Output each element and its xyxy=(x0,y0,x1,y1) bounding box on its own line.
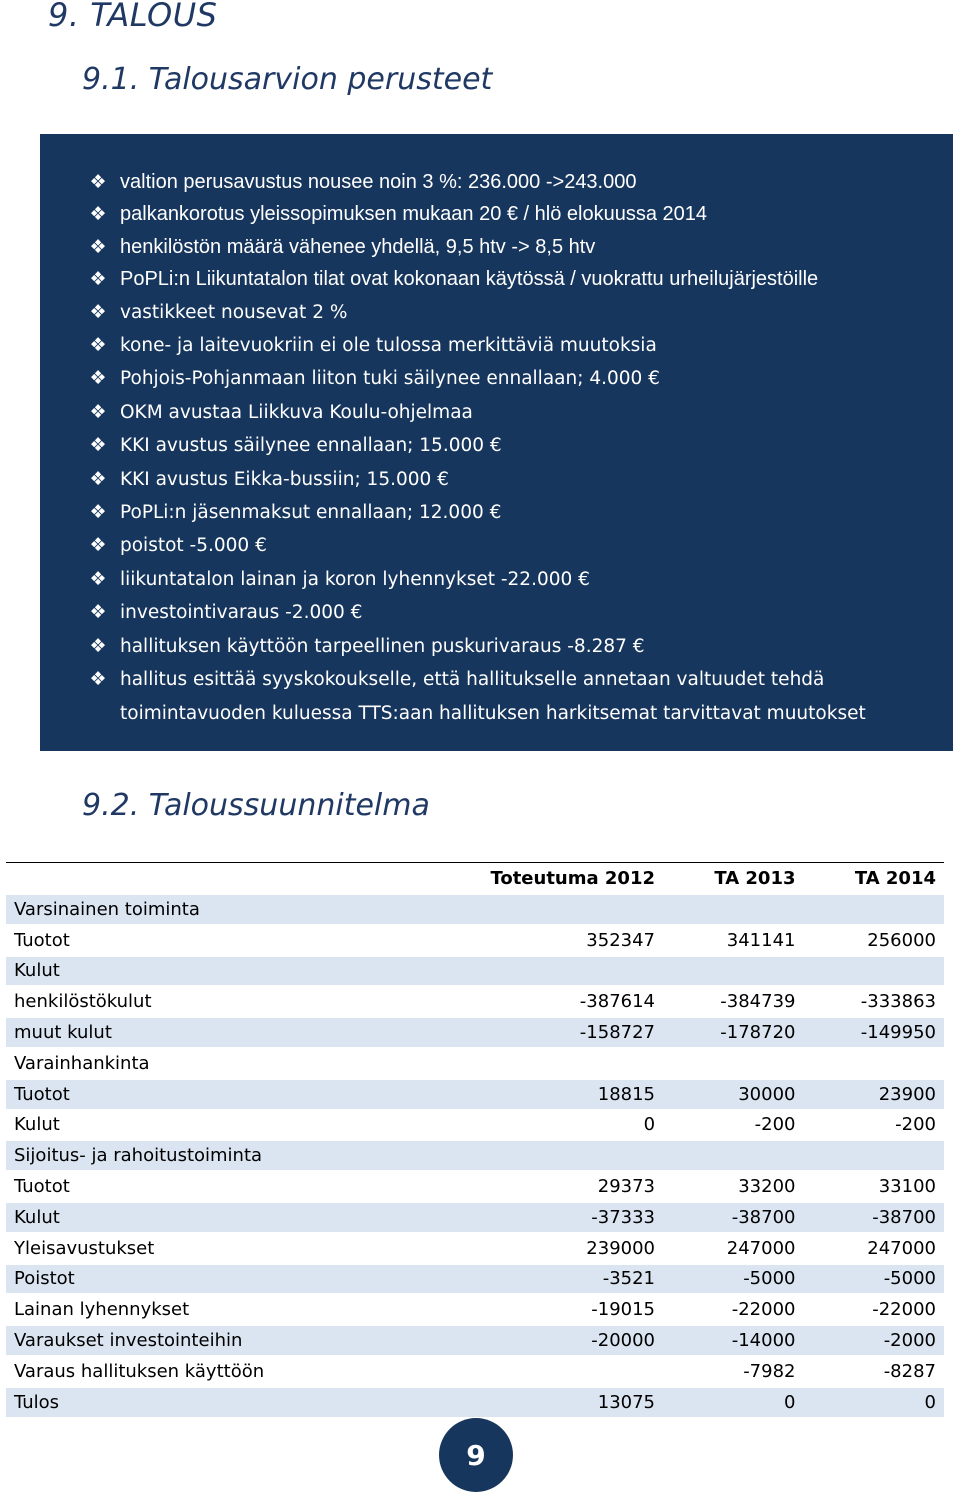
diamond-bullet-icon: ❖ xyxy=(89,434,107,457)
table-row: Varaukset investointeihin -20000 -14000 -2000 xyxy=(6,1325,944,1356)
table-row: henkilöstökulut -387614 -384739 -333863 xyxy=(14,991,936,1013)
diamond-bullet-icon: ❖ xyxy=(89,300,107,323)
column-header: TA 2014 xyxy=(854,867,936,889)
diamond-bullet-icon: ❖ xyxy=(89,203,107,226)
list-item: ❖ Pohjois-Pohjanmaan liiton tuki säilynee ennallaan; 4.000 € xyxy=(40,362,953,395)
section-title-financial-plan: 9.2. Taloussuunnitelma xyxy=(82,788,430,823)
diamond-bullet-icon: ❖ xyxy=(89,501,107,524)
table-row: muut kulut -158727 -178720 -149950 xyxy=(6,1017,944,1048)
list-item: ❖ poistot -5.000 € xyxy=(40,529,953,562)
diamond-bullet-icon: ❖ xyxy=(89,367,107,390)
table-row: Tulos 13075 0 0 xyxy=(6,1387,944,1418)
budget-basis-list xyxy=(40,166,953,730)
table-row: Kulut 0 -200 -200 xyxy=(14,1114,936,1136)
section-title-budget-basis: 9.1. Talousarvion perusteet xyxy=(82,62,493,97)
diamond-bullet-icon: ❖ xyxy=(89,601,107,624)
diamond-bullet-icon: ❖ xyxy=(89,534,107,557)
table-row: Tuotot 29373 33200 33100 xyxy=(14,1176,936,1198)
list-item: ❖ KKI avustus säilynee ennallaan; 15.000 € xyxy=(40,429,953,462)
list-item-continuation: toimintavuoden kuluessa TTS:aan hallituksen harkitsemat tarvittavat muutokset xyxy=(120,702,866,724)
diamond-bullet-icon: ❖ xyxy=(89,634,107,657)
diamond-bullet-icon: ❖ xyxy=(89,400,107,423)
table-row: Lainan lyhennykset -19015 -22000 -22000 xyxy=(14,1299,936,1321)
diamond-bullet-icon: ❖ xyxy=(89,171,107,193)
diamond-bullet-icon: ❖ xyxy=(89,268,107,291)
table-row: Tuotot 18815 30000 23900 xyxy=(6,1079,944,1110)
table-row: Kulut xyxy=(6,956,944,987)
diamond-bullet-icon: ❖ xyxy=(89,334,107,357)
column-header: TA 2013 xyxy=(714,867,796,889)
table-row: Varaus hallituksen käyttöön -7982 -8287 xyxy=(14,1360,936,1382)
list-item: ❖ henkilöstön määrä vähenee yhdellä, 9,5 htv -> 8,5 htv xyxy=(40,231,953,263)
diamond-bullet-icon: ❖ xyxy=(89,567,107,590)
table-row: Varainhankinta xyxy=(14,1052,150,1074)
table-row: Kulut -37333 -38700 -38700 xyxy=(6,1202,944,1233)
budget-basis-box xyxy=(40,134,953,751)
table-row: Yleisavustukset 239000 247000 247000 xyxy=(14,1237,936,1259)
list-item: ❖ PoPLi:n jäsenmaksut ennallaan; 12.000 € xyxy=(40,496,953,529)
diamond-bullet-icon: ❖ xyxy=(89,668,107,691)
page-number-badge: 9 xyxy=(439,1418,513,1492)
diamond-bullet-icon: ❖ xyxy=(89,235,107,258)
list-item: ❖ valtion perusavustus nousee noin 3 %: 236.000 ->243.000 xyxy=(40,166,953,198)
table-row: Sijoitus- ja rahoitustoiminta xyxy=(6,1140,944,1171)
list-item: ❖ vastikkeet nousevat 2 % xyxy=(40,296,953,329)
table-row: Varsinainen toiminta xyxy=(6,894,944,925)
column-header xyxy=(6,863,402,895)
list-item: ❖ kone- ja laitevuokriin ei ole tulossa merkittäviä muutoksia xyxy=(40,329,953,362)
column-header: Toteutuma 2012 xyxy=(490,867,656,889)
table-row: Tuotot 352347 341141 256000 xyxy=(14,929,936,951)
list-item: ❖ OKM avustaa Liikkuva Koulu-ohjelmaa xyxy=(40,396,953,429)
table-row: Poistot -3521 -5000 -5000 xyxy=(6,1264,944,1295)
list-item: ❖ investointivaraus -2.000 € xyxy=(40,596,953,629)
list-item: ❖ hallituksen käyttöön tarpeellinen puskurivaraus -8.287 € xyxy=(40,630,953,663)
diamond-bullet-icon: ❖ xyxy=(89,467,107,490)
financial-plan-table xyxy=(6,862,944,1419)
table-header-row xyxy=(6,863,944,895)
list-item: ❖ PoPLi:n Liikuntatalon tilat ovat kokonaan käytössä / vuokrattu urheilujärjestöille xyxy=(40,263,953,295)
page-heading: 9. TALOUS xyxy=(48,0,218,34)
list-item: ❖ KKI avustus Eikka-bussiin; 15.000 € xyxy=(40,463,953,496)
list-item: ❖ palkankorotus yleissopimuksen mukaan 20 € / hlö elokuussa 2014 xyxy=(40,198,953,230)
list-item: ❖ liikuntatalon lainan ja koron lyhennykset -22.000 € xyxy=(40,563,953,596)
list-item: ❖ hallitus esittää syyskokoukselle, että hallitukselle annetaan valtuudet tehdä xyxy=(40,663,953,696)
